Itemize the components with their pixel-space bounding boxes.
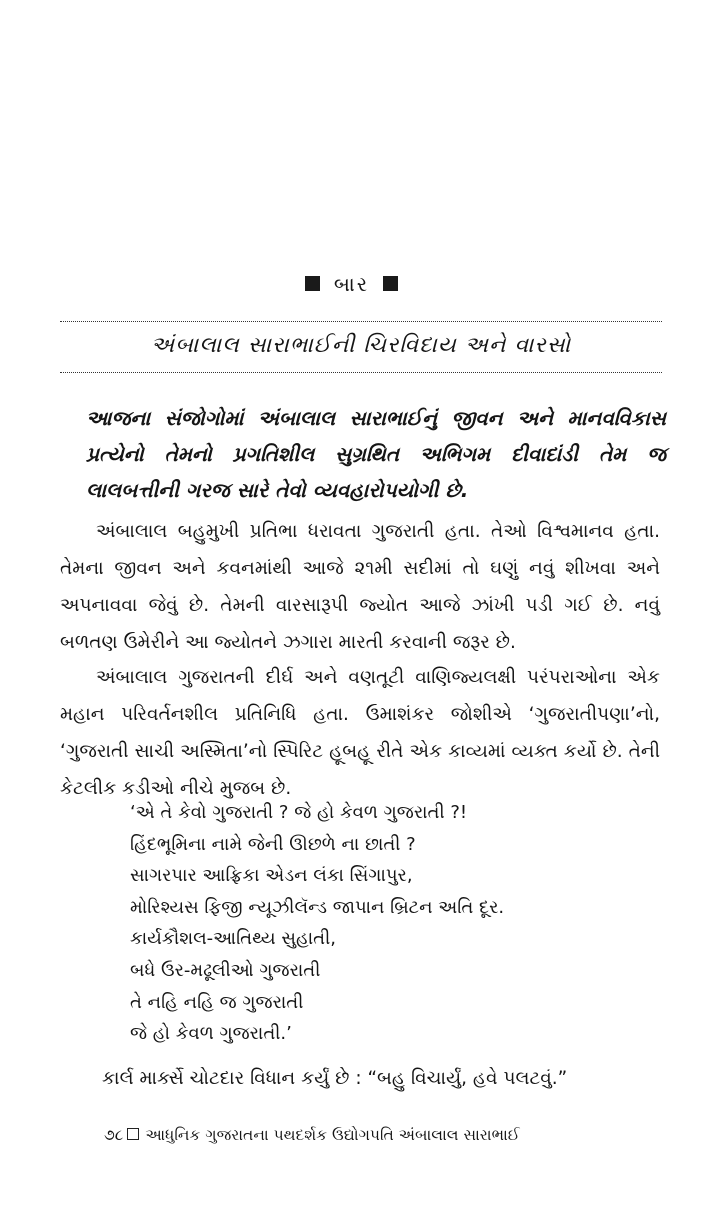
title-bottom-divider (60, 372, 662, 373)
page-footer (104, 1126, 664, 1145)
body-paragraph: અંબાલાલ ગુજરાતની દીર્ઘ અને વણતૂટી વાણિજ્યલક્ષી પરંપરાઓના એક મહાન પરિવર્તનશીલ પ્રતિનિધિ હતા. ઉમાશંકર જોશીએ ‘ગુજરાતીપણા’નો, ‘ગુજરાતી સાચી અસ્મિતા’નો સ્પિરિટ હૂબહૂ રીતે એક કાવ્યમાં વ્યક્ત કર્યો છે. તેની કેટલીક કડીઓ નીચે મુજબ છે. (60, 667, 660, 799)
running-book-title: આધુનિક ગુજરાતના પથદર્શક ઉદ્યોગપતિ અંબાલાલ સારાભાઈ (145, 1126, 520, 1144)
body-paragraph: અંબાલાલ બહુમુખી પ્રતિભા ધરાવતા ગુજરાતી હતા. તેઓ વિશ્વમાનવ હતા. તેમના જીવન અને કવનમાંથી આજે ૨૧મી સદીમાં તો ઘણું નવું શીખવા અને અપનાવવા જેવું છે. તેમની વારસારૂપી જ્યોત આજે ઝાંખી પડી ગઈ છે. નવું બળતણ ઉમેરીને આ જ્યોતને ઝગારા મારતી કરવાની જરૂર છે. (60, 521, 660, 653)
poem-line: કાર્યકૌશલ-આતિથ્ય સુહાતી, (130, 928, 336, 950)
square-separator-icon (127, 1128, 139, 1140)
chapter-number-label: બાર (333, 272, 370, 296)
poem-line: હિંદભૂમિના નામે જેની ઊછળે ના છાતી ? (130, 833, 416, 855)
square-bullet-icon (305, 276, 320, 291)
poem-line: બધે ઉર-મઢૂલીઓ ગુજરાતી (130, 959, 321, 981)
title-top-divider (60, 321, 662, 322)
poem-line: ‘એ તે કેવો ગુજરાતી ? જે હો કેવળ ગુજરાતી ?! (130, 802, 468, 823)
poem-line: જે હો કેવળ ગુજરાતી.’ (130, 1023, 292, 1045)
chapter-title: અંબાલાલ સારાભાઈની ચિરવિદાય અને વારસો (150, 333, 572, 358)
page-number: ૭૮ (104, 1126, 124, 1144)
closing-quote-line: કાર્લ માર્ક્સે ચોટદાર વિધાન કર્યું છે : “બહુ વિચાર્યું, હવે પલટવું.” (102, 1068, 568, 1089)
poem-block (130, 797, 650, 1050)
poem-line: મોરિશ્યસ ફિજી ન્યૂઝીલૅન્ડ જાપાન બ્રિટન અતિ દૂર. (130, 896, 505, 918)
poem-line: તે નહિ નહિ જ ગુજરાતી (130, 991, 304, 1013)
square-bullet-icon (383, 276, 398, 291)
poem-line: સાગરપાર આફ્રિકા એડન લંકા સિંગાપુર, (130, 865, 413, 887)
chapter-number-heading (0, 272, 703, 296)
lead-paragraph: આજના સંજોગોમાં અંબાલાલ સારાભાઈનું જીવન અને માનવવિકાસ પ્રત્યેનો તેમનો પ્રગતિશીલ સુગ્રથિત અભિગમ દીવાદાંડી તેમ જ લાલબત્તીની ગરજ સારે તેવો વ્યવહારોપયોગી છે. (86, 406, 666, 502)
